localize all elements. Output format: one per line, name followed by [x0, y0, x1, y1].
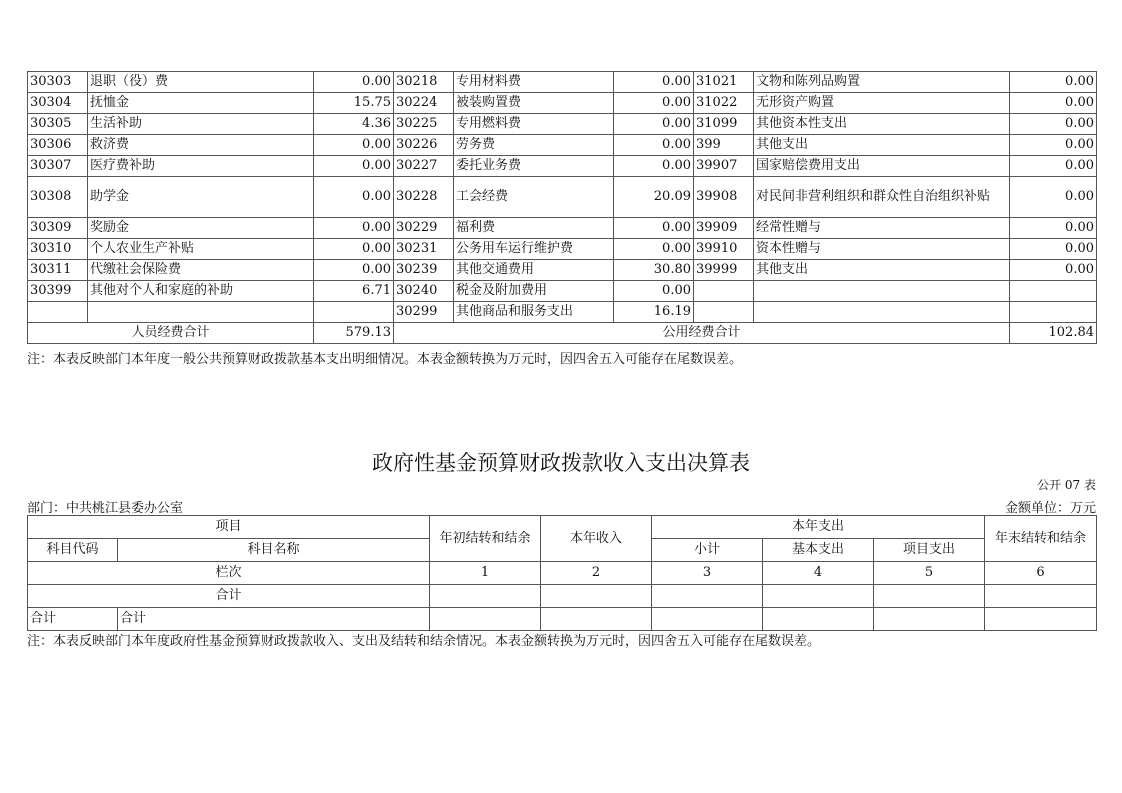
header-subtotal: 小计: [652, 539, 763, 562]
column-number: 2: [541, 562, 652, 585]
amount-unit-label: 金额单位：万元: [1004, 501, 1096, 516]
cell-code: 30306: [28, 135, 88, 156]
cell-name: 医疗费补助: [88, 156, 314, 177]
cell-code: 399: [694, 135, 754, 156]
cell-code: 30227: [394, 156, 454, 177]
total-row-code: 合计: [28, 608, 118, 631]
cell-code: 30224: [394, 93, 454, 114]
cell-code: 30399: [28, 281, 88, 302]
cell-name: 退职（役）费: [88, 72, 314, 93]
cell-code: 39909: [694, 218, 754, 239]
table-row: [28, 72, 1097, 93]
cell-code: [694, 281, 754, 302]
cell-code: 30308: [28, 177, 88, 218]
cell-value: 0.00: [1010, 135, 1097, 156]
cell-name: 奖励金: [88, 218, 314, 239]
header-closing-balance: 年末结转和结余: [985, 516, 1097, 562]
total-personnel-label: 人员经费合计: [28, 323, 314, 344]
cell-name: 其他资本性支出: [754, 114, 1010, 135]
government-fund-table: [27, 515, 1097, 631]
cell-code: 30305: [28, 114, 88, 135]
cell-name: 经常性赠与: [754, 218, 1010, 239]
cell-name: 代缴社会保险费: [88, 260, 314, 281]
page-title: 政府性基金预算财政拨款收入支出决算表: [372, 451, 750, 475]
cell-value: 0.00: [1010, 156, 1097, 177]
table-row: [28, 281, 1097, 302]
cell-name: 委托业务费: [454, 156, 614, 177]
cell-name: 劳务费: [454, 135, 614, 156]
cell-value: 0.00: [314, 156, 394, 177]
cell-name: 福利费: [454, 218, 614, 239]
total-row: [28, 323, 1097, 344]
table-row: [28, 177, 1097, 218]
total-label: 合计: [28, 585, 430, 608]
cell-name: 无形资产购置: [754, 93, 1010, 114]
cell-value: [1010, 281, 1097, 302]
table1-note: 注：本表反映部门本年度一般公共预算财政拨款基本支出明细情况。本表金额转换为万元时，因四舍五入可能存在尾数误差。: [27, 352, 743, 367]
cell-code: 31099: [694, 114, 754, 135]
cell-value: 0.00: [614, 114, 694, 135]
cell-code: 39907: [694, 156, 754, 177]
cell-name: 其他商品和服务支出: [454, 302, 614, 323]
cell-name: 抚恤金: [88, 93, 314, 114]
header-item: 项目: [28, 516, 430, 539]
cell-name: 资本性赠与: [754, 239, 1010, 260]
cell-value: [314, 302, 394, 323]
cell-code: 30226: [394, 135, 454, 156]
cell-code: 30228: [394, 177, 454, 218]
department-label: 部门：中共桃江县委办公室: [27, 501, 184, 516]
cell-value: 0.00: [314, 260, 394, 281]
cell-code: 39908: [694, 177, 754, 218]
total-row-name: 合计: [118, 608, 430, 631]
cell-value: 0.00: [614, 135, 694, 156]
cell-value: 0.00: [1010, 114, 1097, 135]
cell-value: 0.00: [614, 239, 694, 260]
header-income: 本年收入: [541, 516, 652, 562]
cell-value: 0.00: [1010, 239, 1097, 260]
column-row-label: 栏次: [28, 562, 430, 585]
cell-value: 0.00: [614, 156, 694, 177]
cell-code: 31022: [694, 93, 754, 114]
cell-name: 其他对个人和家庭的补助: [88, 281, 314, 302]
cell-name: 工会经费: [454, 177, 614, 218]
cell-value: 15.75: [314, 93, 394, 114]
cell-value: 0.00: [614, 72, 694, 93]
cell-name: 生活补助: [88, 114, 314, 135]
cell-value: 16.19: [614, 302, 694, 323]
basic-expenditure-detail-table: [27, 71, 1097, 344]
cell-name: 国家赔偿费用支出: [754, 156, 1010, 177]
column-number: 4: [763, 562, 874, 585]
cell-name: 其他交通费用: [454, 260, 614, 281]
cell-code: 31021: [694, 72, 754, 93]
cell-name: 公务用车运行维护费: [454, 239, 614, 260]
cell-value: 0.00: [1010, 260, 1097, 281]
table-row: [28, 114, 1097, 135]
cell-code: [28, 302, 88, 323]
cell-value: 0.00: [314, 239, 394, 260]
cell-value: 0.00: [314, 135, 394, 156]
header-opening-balance: 年初结转和结余: [430, 516, 541, 562]
cell-code: 30309: [28, 218, 88, 239]
table-row: [28, 260, 1097, 281]
cell-code: 30229: [394, 218, 454, 239]
cell-name: 助学金: [88, 177, 314, 218]
cell-value: 0.00: [314, 177, 394, 218]
table-row: [28, 239, 1097, 260]
cell-name: 专用燃料费: [454, 114, 614, 135]
table2-note: 注：本表反映部门本年度政府性基金预算财政拨款收入、支出及结转和结余情况。本表金额转换为万元时，因四舍五入可能存在尾数误差。: [27, 634, 821, 649]
cell-name: 救济费: [88, 135, 314, 156]
cell-code: 30299: [394, 302, 454, 323]
cell-code: 30218: [394, 72, 454, 93]
total-public-label: 公用经费合计: [394, 323, 1010, 344]
cell-name: 其他支出: [754, 260, 1010, 281]
cell-value: 0.00: [1010, 218, 1097, 239]
cell-name: [754, 302, 1010, 323]
cell-name: 文物和陈列品购置: [754, 72, 1010, 93]
cell-name: [754, 281, 1010, 302]
cell-code: 30303: [28, 72, 88, 93]
cell-value: 0.00: [1010, 177, 1097, 218]
column-number: 1: [430, 562, 541, 585]
cell-value: 0.00: [1010, 93, 1097, 114]
cell-value: 30.80: [614, 260, 694, 281]
cell-value: 0.00: [1010, 72, 1097, 93]
cell-code: [694, 302, 754, 323]
cell-value: 0.00: [614, 281, 694, 302]
header-subject-name: 科目名称: [118, 539, 430, 562]
cell-name: [88, 302, 314, 323]
cell-code: 30239: [394, 260, 454, 281]
cell-code: 39999: [694, 260, 754, 281]
cell-code: 30225: [394, 114, 454, 135]
table-row: [28, 156, 1097, 177]
column-number: 3: [652, 562, 763, 585]
cell-code: 30304: [28, 93, 88, 114]
cell-name: 其他支出: [754, 135, 1010, 156]
cell-value: 20.09: [614, 177, 694, 218]
total-personnel-value: 579.13: [314, 323, 394, 344]
cell-value: 0.00: [314, 72, 394, 93]
cell-value: 0.00: [614, 218, 694, 239]
table-row: [28, 135, 1097, 156]
cell-value: 0.00: [614, 93, 694, 114]
cell-code: 30310: [28, 239, 88, 260]
header-project: 项目支出: [874, 539, 985, 562]
cell-name: 对民间非营利组织和群众性自治组织补贴: [754, 177, 1010, 218]
header-basic: 基本支出: [763, 539, 874, 562]
column-number: 5: [874, 562, 985, 585]
header-subject-code: 科目代码: [28, 539, 118, 562]
cell-name: 被装购置费: [454, 93, 614, 114]
cell-name: 个人农业生产补贴: [88, 239, 314, 260]
cell-name: 专用材料费: [454, 72, 614, 93]
cell-value: 6.71: [314, 281, 394, 302]
cell-name: 税金及附加费用: [454, 281, 614, 302]
cell-code: 30231: [394, 239, 454, 260]
cell-code: 39910: [694, 239, 754, 260]
table-row: [28, 302, 1097, 323]
table-row: [28, 218, 1097, 239]
cell-value: 0.00: [314, 218, 394, 239]
cell-code: 30311: [28, 260, 88, 281]
header-expenditure: 本年支出: [652, 516, 985, 539]
cell-value: 4.36: [314, 114, 394, 135]
table-row: [28, 93, 1097, 114]
cell-code: 30307: [28, 156, 88, 177]
column-number: 6: [985, 562, 1097, 585]
table-code: 公开 07 表: [1037, 478, 1096, 492]
cell-value: [1010, 302, 1097, 323]
cell-code: 30240: [394, 281, 454, 302]
total-public-value: 102.84: [1010, 323, 1097, 344]
